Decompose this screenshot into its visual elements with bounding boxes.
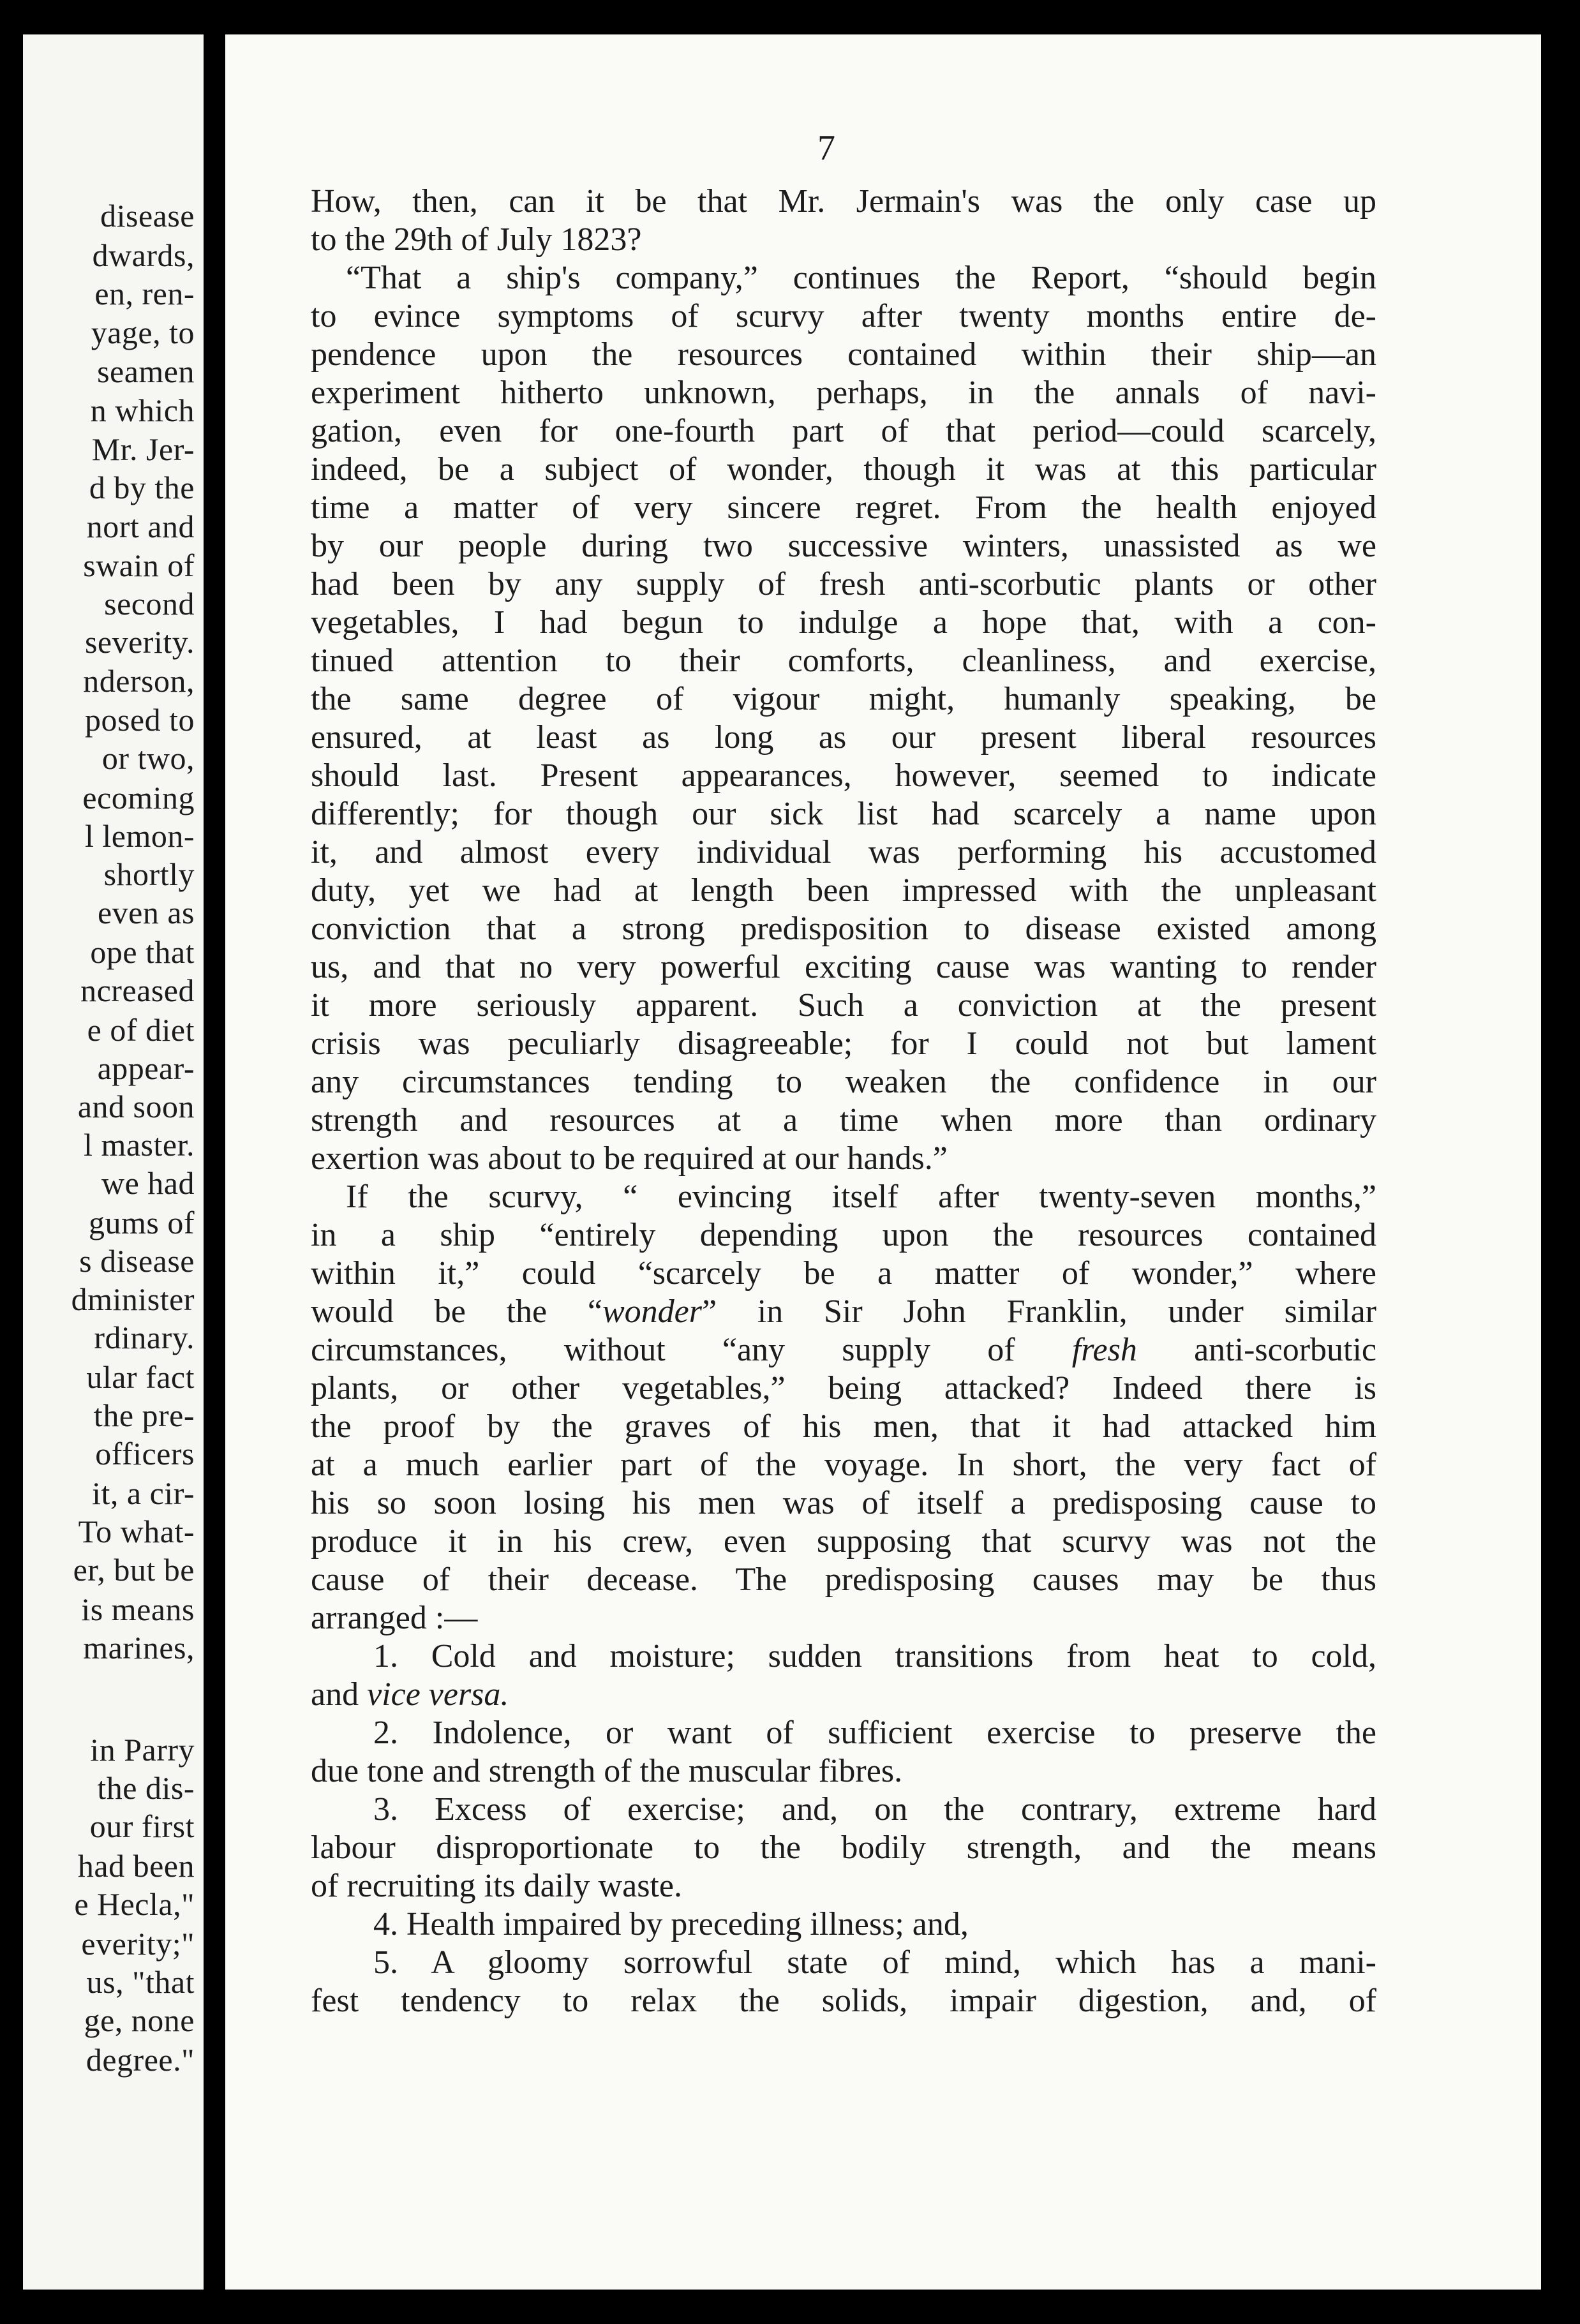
text-line: “That a ship's company,” continues the Report, “should begin [346,260,1376,296]
text-line: exertion was about to be required at our hands.” [311,1140,948,1177]
left-fragment-line: To what- [78,1514,195,1549]
text-line: had been by any supply of fresh anti-scorbutic plants or other [311,566,1376,602]
text-line: due tone and strength of the muscular fibres. [311,1753,903,1789]
left-fragment-line: had been [77,1848,195,1884]
text-line: conviction that a strong predisposition to disease existed among [311,911,1376,947]
left-fragment-line: degree." [86,2042,195,2078]
left-fragment-line: appear- [97,1050,195,1086]
left-fragment-line: ge, none [84,2002,195,2038]
text-line: How, then, can it be that Mr. Jermain's was the only case up [311,183,1376,220]
left-fragment-line: ular fact [86,1359,195,1395]
text-line: differently; for though our sick list had scarcely a name upon [311,796,1376,832]
list-item: 3. Excess of exercise; and, on the contrary, extreme hard [373,1791,1376,1828]
left-fragment-line: nort and [86,509,195,544]
scan-border-left [0,0,23,2324]
left-fragment-line: second [104,586,195,622]
scan-border-right [1541,0,1580,2324]
text-run: would be the “ [311,1293,602,1330]
text-line: labour disproportionate to the bodily strength, and the means [311,1829,1376,1866]
text-line: to evince symptoms of scurvy after twenty months entire de- [311,298,1376,334]
text-line: fest tendency to relax the solids, impair digestion, and, of [311,1983,1376,2019]
text-run: and [311,1676,368,1713]
list-item: 1. Cold and moisture; sudden transitions from heat to cold, [373,1638,1376,1674]
left-fragment-line: dwards, [92,237,195,273]
left-fragment-line: yage, to [91,315,195,350]
left-fragment-line: officers [95,1436,195,1471]
left-fragment-line: gums of [89,1205,195,1240]
left-fragment-line: l lemon- [84,818,195,854]
text-line: vegetables, I had begun to indulge a hope that, with a con- [311,604,1376,641]
left-fragment-line: d by the [89,470,195,505]
text-line: plants, or other vegetables,” being attacked? Indeed there is [311,1370,1376,1406]
left-fragment-line: in Parry [90,1732,195,1768]
text-line: ensured, at least as long as our present liberal resources [311,719,1376,756]
left-page-fragment [23,34,204,2290]
text-run: ” in Sir John Franklin, under similar [701,1293,1376,1330]
left-fragment-line: our first [89,1808,195,1844]
left-fragment-line: and soon [77,1089,195,1124]
left-fragment-line: ecoming [82,780,195,816]
text-line: If the scurvy, “ evincing itself after twenty-seven months,” [346,1179,1376,1215]
text-line: it, and almost every individual was performing his accustomed [311,834,1376,870]
text-line: time a matter of very sincere regret. From the health enjoyed [311,489,1376,526]
left-fragment-line: marines, [83,1630,195,1665]
italic-text: wonder [602,1293,702,1330]
left-fragment-line: s disease [79,1243,195,1279]
text-line [311,1293,1376,1331]
text-line: within it,” could “scarcely be a matter of wonder,” where [311,1255,1376,1292]
text-line: should last. Present appearances, however, seemed to indicate [311,757,1376,794]
text-line: the proof by the graves of his men, that it had attacked him [311,1408,1376,1445]
text-line: the same degree of vigour might, humanly speaking, be [311,681,1376,717]
left-fragment-line: rdinary. [94,1320,195,1355]
left-fragment-line: ncreased [80,972,195,1008]
left-fragment-line: n which [90,392,195,428]
text-line: experiment hitherto unknown, perhaps, in the annals of navi- [311,375,1376,411]
left-fragment-line: seamen [97,354,195,389]
italic-text: vice versa. [367,1676,509,1713]
text-line: by our people during two successive winters, unassisted as we [311,528,1376,564]
text-line: it more seriously apparent. Such a conviction at the present [311,987,1376,1024]
italic-text: fresh [1071,1332,1137,1368]
left-fragment-line: shortly [103,856,195,892]
text-run: anti-scorbutic [1137,1332,1376,1368]
text-line: any circumstances tending to weaken the confidence in our [311,1064,1376,1100]
text-line: indeed, be a subject of wonder, though it was at this particular [311,451,1376,488]
left-fragment-line: posed to [84,702,195,738]
text-line: produce it in his crew, even supposing that scurvy was not the [311,1523,1376,1560]
left-fragment-line: swain of [83,547,195,583]
text-line: tinued attention to their comforts, cleanliness, and exercise, [311,643,1376,679]
left-fragment-line: even as [97,895,195,930]
left-fragment-line: dminister [71,1281,195,1317]
text-line [311,1331,1376,1369]
left-fragment-line: is means [81,1591,195,1627]
left-fragment-line: l master. [84,1127,195,1163]
body-text [311,182,1376,2020]
text-line: in a ship “entirely depending upon the resources contained [311,1217,1376,1253]
text-line: to the 29th of July 1823? [311,221,642,258]
left-fragment-line: severity. [84,624,195,660]
left-fragment-line: er, but be [73,1552,195,1588]
list-item: 4. Health impaired by preceding illness; and, [373,1906,969,1942]
text-line: pendence upon the resources contained within their ship—an [311,336,1376,373]
page [225,34,1541,2290]
left-fragment-line: or two, [101,740,195,776]
text-line: at a much earlier part of the voyage. In short, the very fact of [311,1447,1376,1483]
left-fragment-line: we had [101,1165,195,1201]
text-run: circumstances, without “any supply of [311,1332,1072,1368]
left-fragment-line: e of diet [87,1012,195,1048]
text-line: crisis was peculiarly disagreeable; for I could not but lament [311,1025,1376,1062]
text-line: duty, yet we had at length been impressed with the unpleasant [311,872,1376,909]
text-line: of recruiting its daily waste. [311,1868,682,1904]
book-gutter [204,0,225,2324]
list-item: 5. A gloomy sorrowful state of mind, which has a mani- [373,1944,1376,1981]
page-number: 7 [817,128,836,168]
left-fragment-line: it, a cir- [92,1475,195,1511]
text-line: us, and that no very powerful exciting cause was wanting to render [311,949,1376,985]
text-line: arranged :— [311,1600,478,1636]
left-fragment-line: the dis- [97,1770,195,1806]
left-fragment-line: the pre- [93,1397,195,1433]
left-fragment-line: e Hecla," [74,1886,195,1922]
left-fragment-line: en, ren- [94,276,195,311]
list-item: 2. Indolence, or want of sufficient exercise to preserve the [373,1715,1376,1751]
left-fragment-line: Mr. Jer- [91,431,195,467]
text-line: his so soon losing his men was of itself a predisposing cause to [311,1485,1376,1521]
text-line [311,1676,1376,1714]
text-line: cause of their decease. The predisposing causes may be thus [311,1561,1376,1598]
text-line: strength and resources at a time when more than ordinary [311,1102,1376,1138]
left-fragment-line: nderson, [83,663,195,699]
left-fragment-line: us, "that [86,1964,195,2000]
left-fragment-line: everity;" [81,1926,195,1962]
text-line: gation, even for one-fourth part of that period—could scarcely, [311,413,1376,449]
left-fragment-line: disease [100,198,195,234]
left-fragment-line: ope that [90,934,195,970]
